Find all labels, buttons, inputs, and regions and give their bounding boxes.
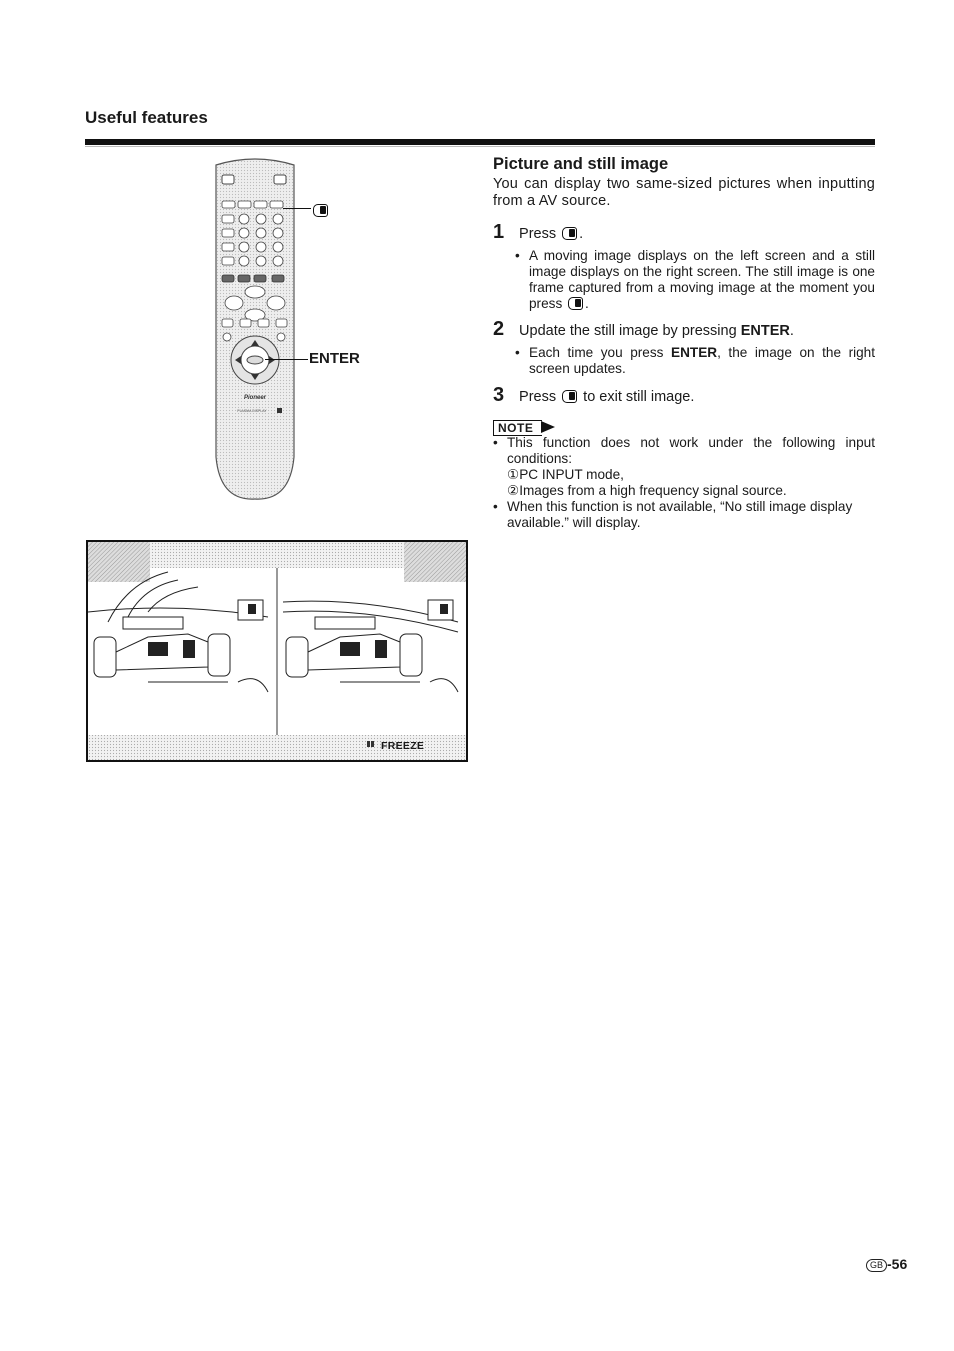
step-text-end: to exit still image. <box>583 389 695 405</box>
note-item-2: • When this function is not available, “No still image display available.” will display. <box>493 499 853 530</box>
article-intro: You can display two same-sized pictures when inputting from a AV source. <box>493 176 875 209</box>
note-text: When this function is not available, “No still image display available.” will display. <box>507 499 853 530</box>
section-title: Useful features <box>85 108 208 127</box>
step-text: Update the still image by pressing <box>519 323 737 339</box>
page-number-text: -56 <box>887 1256 908 1272</box>
pip-button-icon <box>568 297 583 310</box>
step-number: 2 <box>493 318 505 340</box>
pip-button-icon <box>562 390 577 403</box>
callout-line-enter <box>265 359 308 360</box>
bullet-bold: ENTER <box>671 345 718 360</box>
split-screen-figure <box>86 540 468 762</box>
step-3 <box>493 384 694 407</box>
note-item-1: • This function does not work under the following input conditions: <box>493 435 875 466</box>
step-number: 3 <box>493 384 505 406</box>
pip-button-icon <box>562 227 577 240</box>
pip-button-icon <box>313 204 328 217</box>
bullet-text: A moving image displays on the left screen and a still image displays on the right screen. The still image is one frame captured from a moving image at the moment you press <box>529 248 875 311</box>
circled-number: ② <box>507 483 520 498</box>
callout-line-pip <box>283 208 311 209</box>
callout-enter-label: ENTER <box>309 350 360 367</box>
note-condition-2 <box>493 483 875 499</box>
bullet-end: . <box>585 296 589 311</box>
note-text: This function does not work under the following input conditions: <box>507 435 875 466</box>
step-2-bullet: • Each time you press ENTER, the image on the right screen updates. <box>515 345 876 376</box>
note-arrow-icon <box>541 421 555 433</box>
step-number: 1 <box>493 221 505 243</box>
condition-text: PC INPUT mode, <box>519 467 624 482</box>
remote-model: PLASMA DISPLAY <box>237 409 267 413</box>
step-1-bullet: • A moving image displays on the left screen and a still image displays on the right screen. The still image is one frame captured from a moving image at the moment you press . <box>515 248 875 311</box>
article-heading: Picture and still image <box>493 155 669 173</box>
freeze-label: FREEZE <box>381 740 425 752</box>
header-rule-thin <box>85 146 875 147</box>
step-text: Press <box>519 389 557 405</box>
step-text-end: . <box>789 323 794 339</box>
page-number <box>866 1256 907 1272</box>
note-list <box>493 435 875 531</box>
step-2 <box>493 318 794 341</box>
circled-number: ① <box>507 467 520 482</box>
note-label: NOTE <box>493 420 542 436</box>
step-1 <box>493 221 583 244</box>
step-text: Press <box>519 226 557 242</box>
step-bold: ENTER <box>740 323 790 339</box>
remote-brand: Pioneer <box>243 395 267 401</box>
condition-text: Images from a high frequency signal source. <box>519 483 787 498</box>
region-badge: GB <box>866 1259 887 1272</box>
header-rule <box>85 139 875 145</box>
step-text-end: . <box>579 226 584 242</box>
note-condition-1 <box>493 467 875 483</box>
race-car-illustration <box>88 542 466 760</box>
bullet-text: Each time you press <box>529 345 664 360</box>
bullet-text-end: , the image on the right screen updates. <box>529 345 876 376</box>
